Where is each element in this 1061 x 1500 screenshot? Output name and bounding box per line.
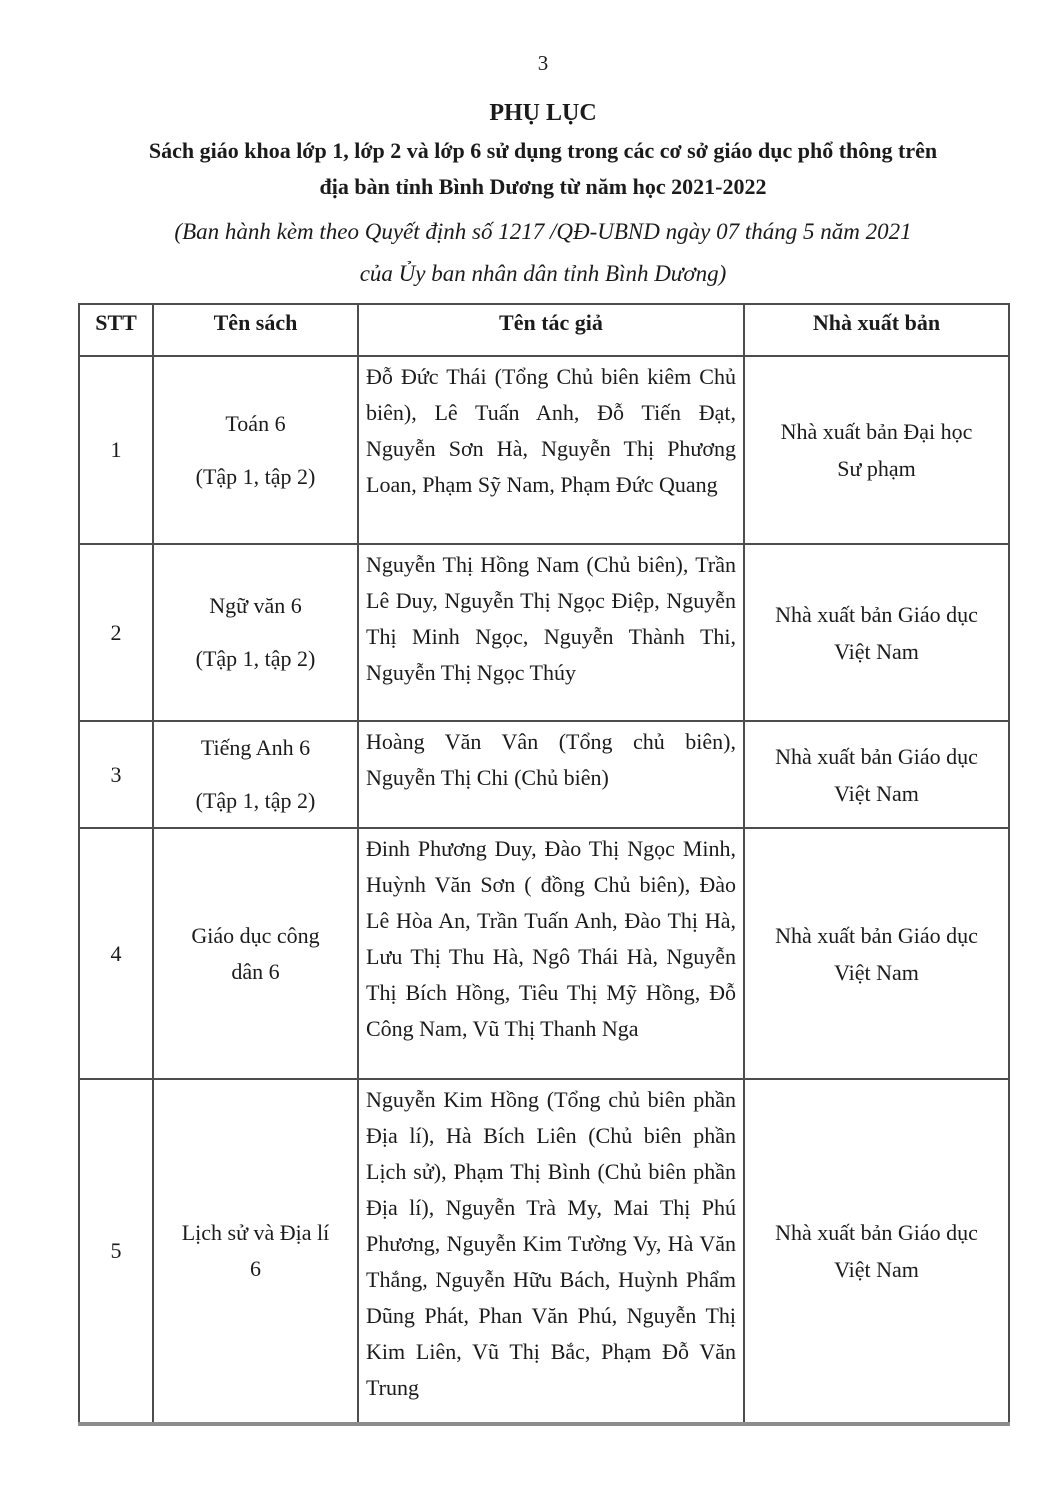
book-title xyxy=(153,721,358,828)
book-publisher xyxy=(744,544,1009,721)
book-title xyxy=(153,828,358,1079)
publisher-line2: Việt Nam xyxy=(834,638,919,664)
book-authors: Nguyễn Kim Hồng (Tổng chủ biên phần Địa lí), Hà Bích Liên (Chủ biên phần Lịch sử), Phạm Thị Bình (Chủ biên phần Địa lí), Nguyễn Trà My, Mai Thị Phú Phương, Nguyễn Kim Tường Vy, Hà Văn Thắng, Nguyễn Hữu Bách, Huỳnh Phẩm Dũng Phát, Phan Văn Phú, Nguyễn Thị Kim Liên, Vũ Thị Bắc, Phạm Đỗ Văn Trung xyxy=(358,1079,744,1424)
book-authors: Nguyễn Thị Hồng Nam (Chủ biên), Trần Lê Duy, Nguyễn Thị Ngọc Điệp, Nguyễn Thị Minh Ngọc, Nguyễn Thành Thi, Nguyễn Thị Ngọc Thúy xyxy=(358,544,744,721)
header-publisher: Nhà xuất bản xyxy=(744,304,1009,356)
row-number: 1 xyxy=(79,356,153,544)
row-number: 5 xyxy=(79,1079,153,1424)
publisher-line1: Nhà xuất bản Đại học xyxy=(780,419,973,444)
table-row xyxy=(79,544,1009,721)
publisher-line1: Nhà xuất bản Giáo dục xyxy=(775,743,978,769)
doc-subtitle xyxy=(78,133,1008,205)
book-title-line2: (Tập 1, tập 2) xyxy=(195,788,316,813)
book-title-line1: Toán 6 xyxy=(225,410,286,436)
publisher-line2: Việt Nam xyxy=(834,1257,919,1282)
doc-subtitle-line2: địa bàn tỉnh Bình Dương từ năm học 2021-2022 xyxy=(319,174,767,199)
table-row xyxy=(79,356,1009,544)
table-row xyxy=(79,828,1009,1079)
publisher-line1: Nhà xuất bản Giáo dục xyxy=(775,1220,978,1245)
publisher-line1: Nhà xuất bản Giáo dục xyxy=(775,922,978,948)
book-title-line1: Tiếng Anh 6 xyxy=(200,735,311,760)
book-title-line2: dân 6 xyxy=(231,958,280,984)
book-authors: Đinh Phương Duy, Đào Thị Ngọc Minh, Huỳnh Văn Sơn ( đồng Chủ biên), Đào Lê Hòa An, Trần Tuấn Anh, Đào Thị Hà, Lưu Thị Thu Hà, Ngô Thái Hà, Nguyễn Thị Bích Hồng, Tiêu Thị Mỹ Hồng, Đỗ Công Nam, Vũ Thị Thanh Nga xyxy=(358,828,744,1079)
publisher-line1: Nhà xuất bản Giáo dục xyxy=(775,601,978,627)
row-number: 2 xyxy=(79,544,153,721)
doc-issued-line2: của Ủy ban nhân dân tỉnh Bình Dương) xyxy=(359,261,727,286)
book-title-line1: Lịch sử và Địa lí xyxy=(181,1220,330,1245)
book-title-line1: Ngữ văn 6 xyxy=(209,593,302,618)
book-title xyxy=(153,544,358,721)
publisher-line2: Việt Nam xyxy=(834,959,919,985)
book-publisher xyxy=(744,356,1009,544)
row-number: 3 xyxy=(79,721,153,828)
doc-title: PHỤ LỤC xyxy=(489,100,597,126)
header-stt: STT xyxy=(79,304,153,356)
book-publisher xyxy=(744,828,1009,1079)
book-authors: Hoàng Văn Vân (Tổng chủ biên), Nguyễn Thị Chi (Chủ biên) xyxy=(358,721,744,828)
book-title-line2: (Tập 1, tập 2) xyxy=(195,646,316,671)
book-publisher xyxy=(744,1079,1009,1424)
book-title-line2: (Tập 1, tập 2) xyxy=(195,463,316,489)
page-number: 3 xyxy=(537,51,549,75)
book-publisher xyxy=(744,721,1009,828)
book-title xyxy=(153,356,358,544)
book-authors: Đỗ Đức Thái (Tổng Chủ biên kiêm Chủ biên), Lê Tuấn Anh, Đỗ Tiến Đạt, Nguyễn Sơn Hà, Nguyễn Thị Phương Loan, Phạm Sỹ Nam, Phạm Đức Quang xyxy=(358,356,744,544)
publisher-line2: Việt Nam xyxy=(834,780,919,806)
doc-issued-note xyxy=(78,217,1008,289)
table-row xyxy=(79,721,1009,828)
doc-subtitle-line1: Sách giáo khoa lớp 1, lớp 2 và lớp 6 sử dụng trong các cơ sở giáo dục phổ thông trên xyxy=(148,138,938,163)
header-book-name: Tên sách xyxy=(153,304,358,356)
header-authors: Tên tác giả xyxy=(358,304,744,356)
table-header-row xyxy=(79,304,1009,356)
textbook-table xyxy=(78,303,1010,1426)
book-title-line1: Giáo dục công xyxy=(191,922,320,948)
book-title-line2: 6 xyxy=(250,1256,261,1281)
book-title xyxy=(153,1079,358,1424)
row-number: 4 xyxy=(79,828,153,1079)
table-row xyxy=(79,1079,1009,1424)
doc-issued-line1: (Ban hành kèm theo Quyết định số 1217 /QĐ-UBND ngày 07 tháng 5 năm 2021 xyxy=(174,219,912,244)
publisher-line2: Sư phạm xyxy=(837,456,916,481)
